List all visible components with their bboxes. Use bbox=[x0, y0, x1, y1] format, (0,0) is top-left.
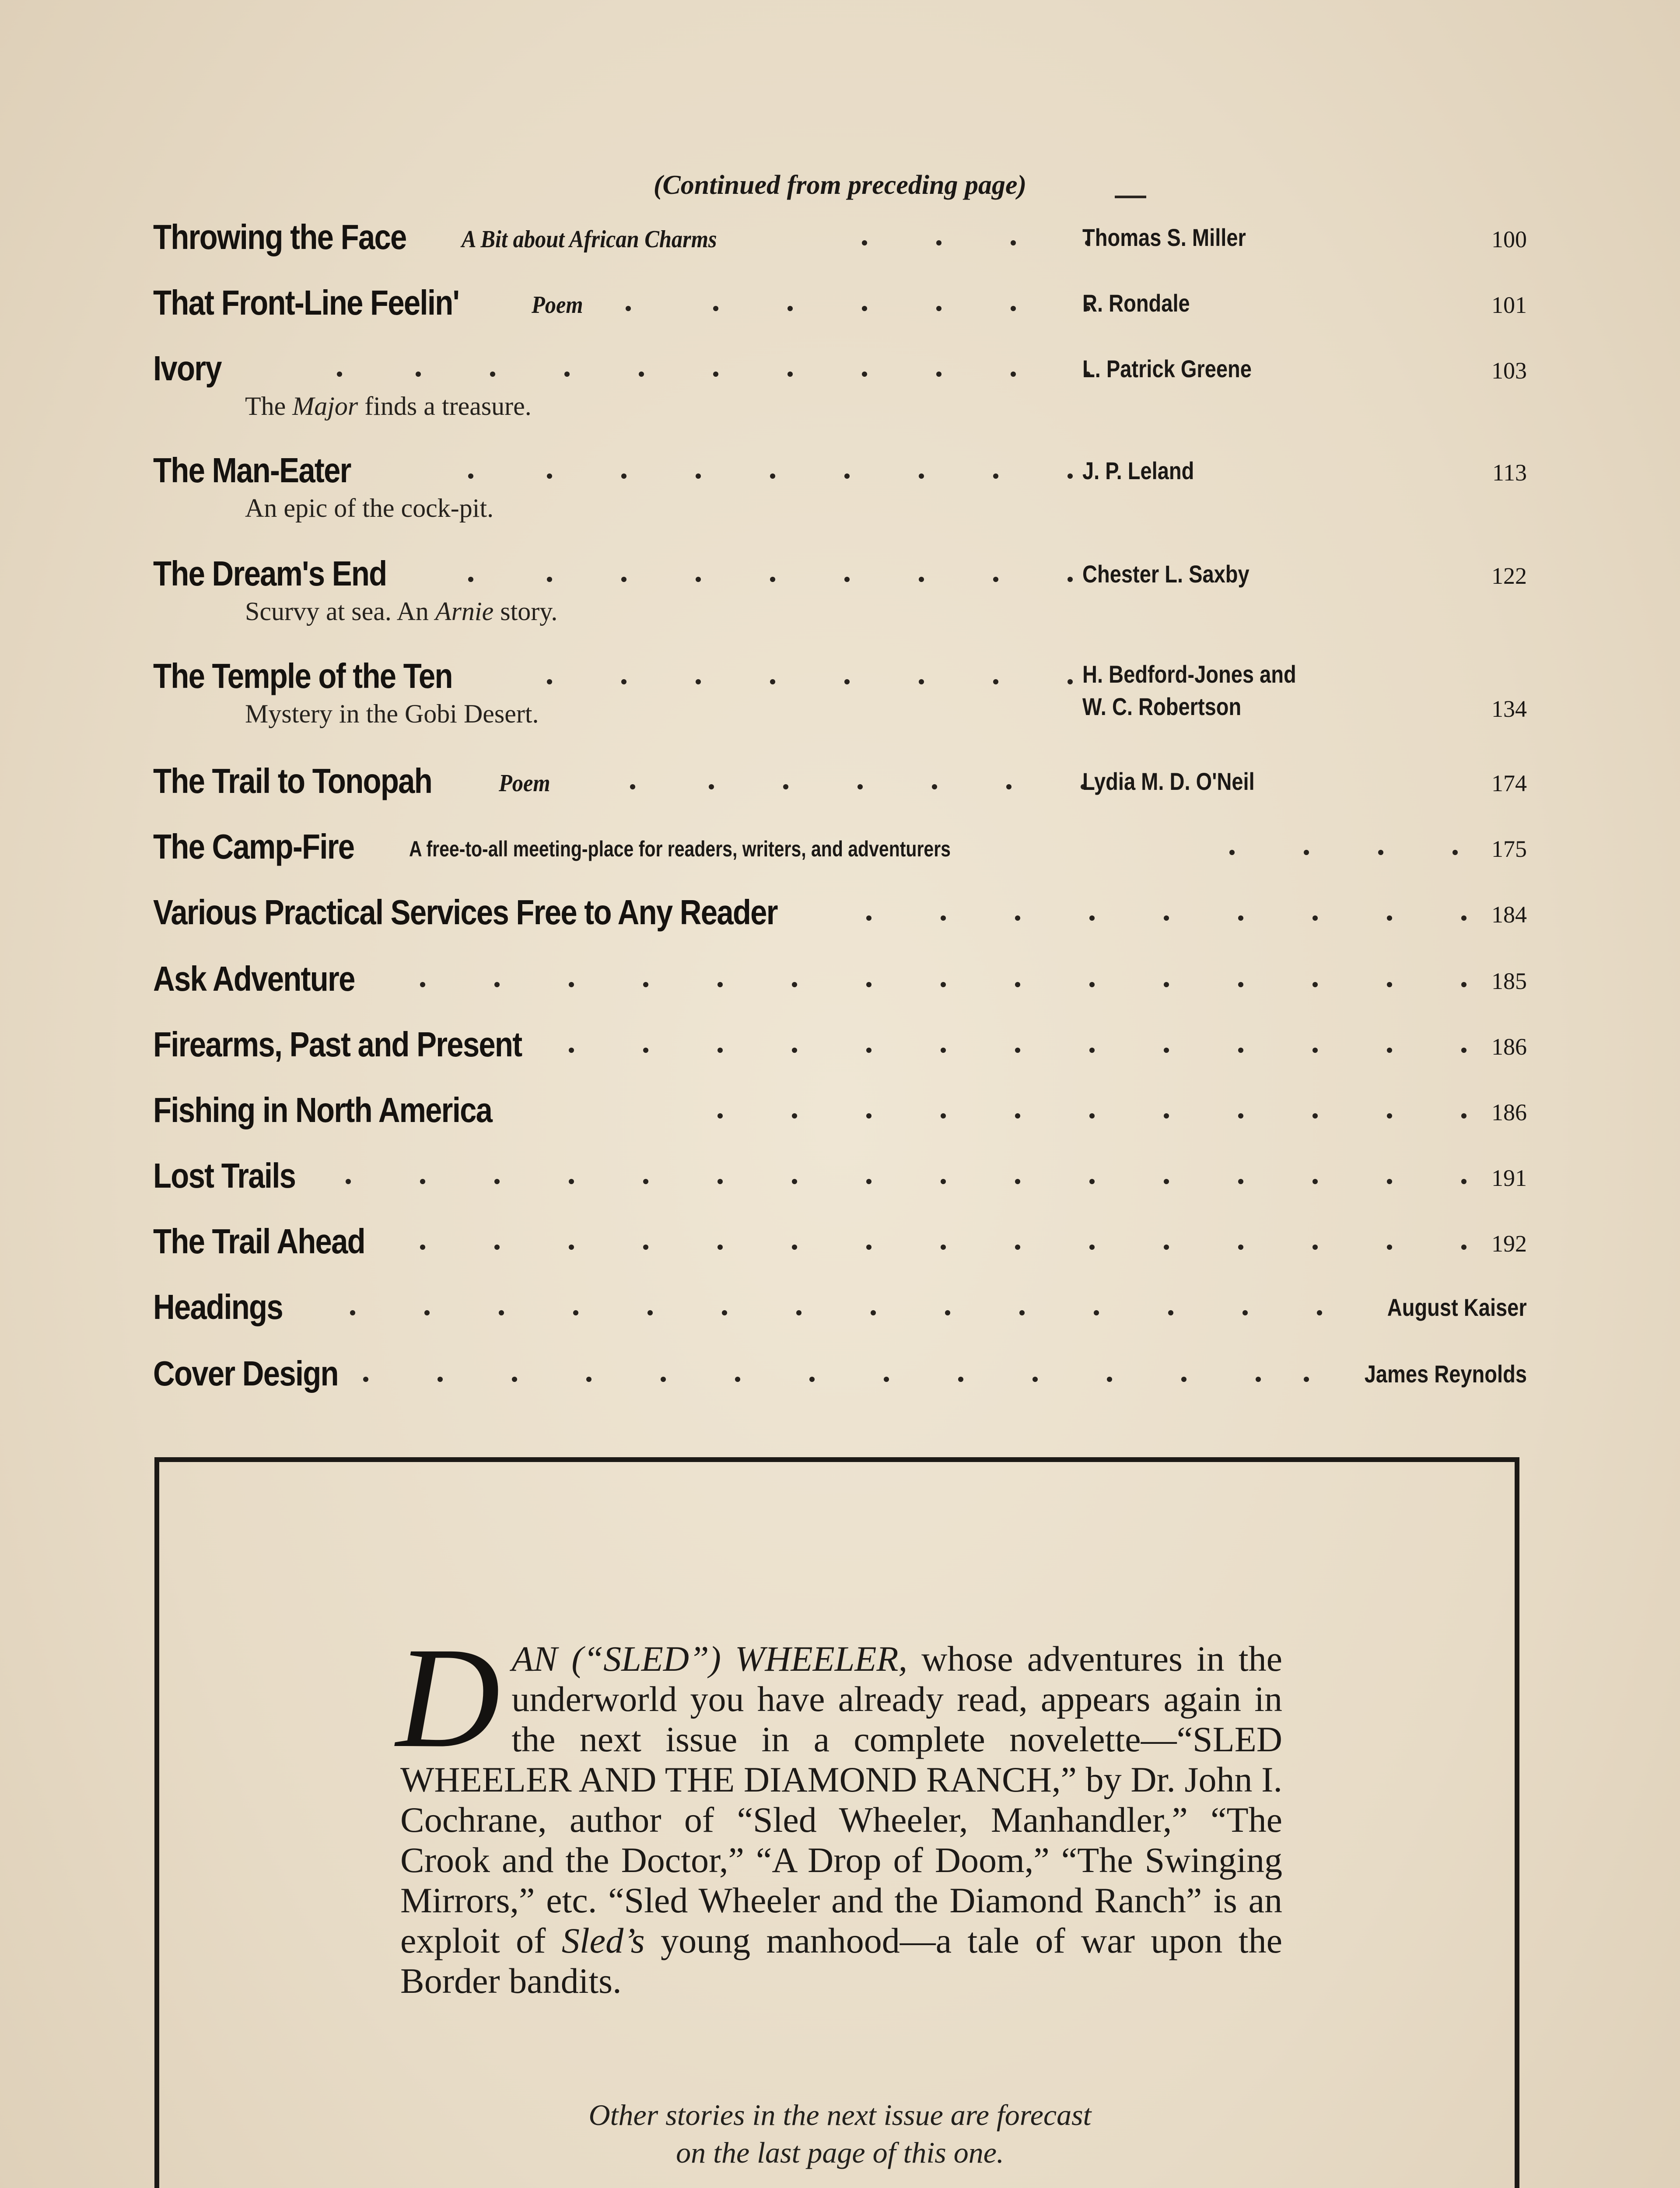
leader-dot bbox=[770, 577, 775, 582]
leader-dot bbox=[866, 1179, 872, 1184]
leader-dot bbox=[438, 1377, 443, 1382]
toc-entry[interactable] bbox=[153, 1090, 1527, 1130]
leader-dot bbox=[643, 1245, 648, 1250]
leader-dot bbox=[643, 1048, 648, 1053]
toc-entry[interactable] bbox=[153, 451, 1527, 522]
leader-dot bbox=[1068, 679, 1073, 684]
leader-dot bbox=[569, 1179, 574, 1184]
entry-page: 184 bbox=[1491, 901, 1527, 928]
leader-dot bbox=[713, 306, 718, 311]
drop-cap: D bbox=[396, 1618, 500, 1778]
entry-description: Mystery in the Gobi Desert. bbox=[245, 699, 539, 728]
leader-dot bbox=[871, 1310, 876, 1315]
leader-dot bbox=[350, 1310, 355, 1315]
leader-dot bbox=[792, 1048, 797, 1053]
leader-dot bbox=[1015, 915, 1020, 921]
leader-dot bbox=[941, 1245, 946, 1250]
entry-author: R. Rondale bbox=[1082, 289, 1190, 317]
leader-dot bbox=[919, 577, 924, 582]
leader-dot bbox=[1015, 1113, 1020, 1119]
leader-dot bbox=[1238, 1113, 1243, 1119]
leader-dot bbox=[1089, 915, 1095, 921]
leader-dot bbox=[884, 1377, 889, 1382]
leader-dot bbox=[1461, 1179, 1466, 1184]
leader-dot bbox=[1304, 850, 1309, 855]
leader-dot bbox=[809, 1377, 815, 1382]
leader-dot bbox=[844, 577, 850, 582]
leader-dot bbox=[1304, 1377, 1309, 1382]
leader-dot bbox=[1015, 1179, 1020, 1184]
leader-dot bbox=[862, 372, 867, 377]
leader-dot bbox=[1387, 1245, 1392, 1250]
entry-page: 134 bbox=[1491, 696, 1527, 722]
entry-author: L. Patrick Greene bbox=[1082, 355, 1252, 382]
leader-dot bbox=[1312, 982, 1318, 987]
toc-entry[interactable] bbox=[153, 893, 1527, 932]
leader-dot bbox=[696, 679, 701, 684]
entry-title: The Camp-Fire bbox=[153, 827, 354, 866]
leader-dot bbox=[468, 473, 473, 479]
entry-page: 122 bbox=[1491, 563, 1527, 589]
entry-page: 186 bbox=[1491, 1034, 1527, 1060]
leader-dot bbox=[792, 1179, 797, 1184]
leader-dot bbox=[494, 1245, 500, 1250]
leader-dot bbox=[1387, 915, 1392, 921]
leader-dot bbox=[866, 1048, 872, 1053]
leader-dot bbox=[788, 306, 793, 311]
leader-dot bbox=[643, 1179, 648, 1184]
leader-dot bbox=[1015, 982, 1020, 987]
leader-dot bbox=[718, 1113, 723, 1119]
entry-title: The Trail to Tonopah bbox=[153, 761, 432, 800]
leader-dot bbox=[1094, 1310, 1099, 1315]
leader-dot bbox=[1312, 1245, 1318, 1250]
entry-title: Ivory bbox=[153, 349, 221, 388]
toc-entry[interactable] bbox=[153, 1025, 1527, 1064]
toc-entry[interactable] bbox=[153, 1287, 1527, 1327]
leader-dot bbox=[1312, 1179, 1318, 1184]
leader-dot bbox=[718, 1179, 723, 1184]
entry-subtitle: Poem bbox=[532, 291, 583, 319]
leader-dot bbox=[1387, 1179, 1392, 1184]
toc-entry[interactable] bbox=[153, 1354, 1527, 1393]
entry-credit: August Kaiser bbox=[1387, 1294, 1527, 1321]
entry-author: J. P. Leland bbox=[1082, 457, 1194, 484]
leader-dot bbox=[936, 306, 942, 311]
leader-dot bbox=[1317, 1310, 1322, 1315]
leader-dot bbox=[468, 577, 473, 582]
entry-credit: James Reynolds bbox=[1364, 1360, 1527, 1388]
leader-dot bbox=[1168, 1310, 1173, 1315]
leader-dot bbox=[709, 784, 714, 789]
leader-dot bbox=[936, 372, 942, 377]
leader-dot bbox=[718, 1245, 723, 1250]
leader-dot bbox=[1238, 1179, 1243, 1184]
leader-dot bbox=[547, 679, 552, 684]
leader-dot bbox=[1011, 372, 1016, 377]
leader-dot bbox=[735, 1377, 740, 1382]
entry-title: The Man-Eater bbox=[153, 451, 351, 490]
leader-dot bbox=[866, 982, 872, 987]
leader-dot bbox=[643, 982, 648, 987]
leader-dot bbox=[1089, 1113, 1095, 1119]
leader-dot bbox=[648, 1310, 653, 1315]
leader-dot bbox=[993, 473, 998, 479]
leader-dot bbox=[420, 1179, 425, 1184]
leader-dot bbox=[792, 982, 797, 987]
leader-dot bbox=[792, 1245, 797, 1250]
leader-dot bbox=[1164, 1179, 1169, 1184]
leader-dot bbox=[1164, 1113, 1169, 1119]
entry-author: H. Bedford-Jones and W. C. Robertson bbox=[1082, 660, 1296, 720]
leader-dot bbox=[718, 1048, 723, 1053]
leader-dot bbox=[696, 473, 701, 479]
leader-dot bbox=[958, 1377, 963, 1382]
leader-dot bbox=[630, 784, 635, 789]
leader-dot bbox=[792, 1113, 797, 1119]
leader-dot bbox=[993, 577, 998, 582]
entry-page: 175 bbox=[1491, 836, 1527, 862]
leader-dot bbox=[1006, 784, 1012, 789]
leader-dot bbox=[1461, 1113, 1466, 1119]
leader-dot bbox=[1089, 1245, 1095, 1250]
entry-page: 185 bbox=[1491, 968, 1527, 994]
toc-entry[interactable] bbox=[153, 827, 1527, 866]
leader-dot bbox=[1312, 1048, 1318, 1053]
forecast-note: Other stories in the next issue are forecast on the last page of this one. bbox=[588, 2098, 1092, 2169]
leader-dot bbox=[844, 679, 850, 684]
entry-title: Various Practical Services Free to Any Reader bbox=[153, 893, 777, 932]
entry-author: Lydia M. D. O'Neil bbox=[1082, 768, 1255, 795]
leader-dot bbox=[696, 577, 701, 582]
leader-dot bbox=[1068, 473, 1073, 479]
leader-dot bbox=[346, 1179, 351, 1184]
leader-dot bbox=[494, 1179, 500, 1184]
leader-dot bbox=[1238, 982, 1243, 987]
leader-dot bbox=[569, 1245, 574, 1250]
leader-dot bbox=[1164, 1048, 1169, 1053]
leader-dot bbox=[844, 473, 850, 479]
leader-dot bbox=[1089, 982, 1095, 987]
leader-dot bbox=[1019, 1310, 1025, 1315]
leader-dot bbox=[1229, 850, 1235, 855]
leader-dot bbox=[547, 577, 552, 582]
leader-dot bbox=[420, 1245, 425, 1250]
leader-dot bbox=[718, 982, 723, 987]
leader-dot bbox=[1461, 915, 1466, 921]
continued-note: (Continued from preceding page) bbox=[653, 170, 1027, 200]
leader-dot bbox=[941, 1179, 946, 1184]
entry-description: Scurvy at sea. An Arnie story. bbox=[245, 597, 558, 626]
leader-dot bbox=[1242, 1310, 1248, 1315]
leader-dot bbox=[941, 1048, 946, 1053]
leader-dot bbox=[1461, 1048, 1466, 1053]
toc-entry[interactable] bbox=[153, 656, 1527, 728]
leader-dot bbox=[1387, 982, 1392, 987]
leader-dot bbox=[1164, 982, 1169, 987]
leader-dot bbox=[1011, 306, 1016, 311]
entry-title: The Dream's End bbox=[153, 554, 387, 593]
leader-dot bbox=[919, 679, 924, 684]
leader-dot bbox=[1461, 982, 1466, 987]
leader-dot bbox=[1312, 915, 1318, 921]
entry-page: 186 bbox=[1491, 1099, 1527, 1126]
entry-title: Headings bbox=[153, 1287, 283, 1326]
leader-dot bbox=[993, 679, 998, 684]
entry-title: Firearms, Past and Present bbox=[153, 1025, 522, 1064]
leader-dot bbox=[621, 577, 626, 582]
leader-dot bbox=[1011, 240, 1016, 245]
leader-dot bbox=[416, 372, 421, 377]
leader-dot bbox=[919, 473, 924, 479]
leader-dot bbox=[862, 306, 867, 311]
leader-dot bbox=[1164, 915, 1169, 921]
leader-dot bbox=[626, 306, 631, 311]
entry-subtitle: Poem bbox=[499, 770, 550, 797]
entry-page: 113 bbox=[1492, 459, 1527, 486]
leader-dot bbox=[1256, 1377, 1261, 1382]
leader-dot bbox=[1238, 915, 1243, 921]
leader-dot bbox=[945, 1310, 950, 1315]
leader-dot bbox=[1312, 1113, 1318, 1119]
leader-dot bbox=[862, 240, 867, 245]
leader-dot bbox=[1452, 850, 1458, 855]
entry-page: 103 bbox=[1491, 358, 1527, 384]
leader-dot bbox=[1378, 850, 1383, 855]
entry-title: The Trail Ahead bbox=[153, 1222, 365, 1261]
leader-dot bbox=[941, 982, 946, 987]
entry-page: 101 bbox=[1491, 292, 1527, 318]
leader-dot bbox=[573, 1310, 578, 1315]
leader-dot bbox=[1032, 1377, 1038, 1382]
entry-title: That Front-Line Feelin' bbox=[153, 283, 459, 322]
leader-dot bbox=[490, 372, 495, 377]
toc-entry[interactable] bbox=[153, 959, 1527, 999]
entry-page: 174 bbox=[1491, 770, 1527, 796]
entry-title: Ask Adventure bbox=[153, 959, 355, 998]
entry-title: Throwing the Face bbox=[153, 217, 406, 256]
leader-dot bbox=[569, 982, 574, 987]
toc-entry[interactable] bbox=[153, 349, 1527, 421]
leader-dot bbox=[639, 372, 644, 377]
leader-dot bbox=[941, 915, 946, 921]
leader-dot bbox=[512, 1377, 517, 1382]
leader-dot bbox=[1181, 1377, 1186, 1382]
leader-dot bbox=[722, 1310, 727, 1315]
leader-dot bbox=[586, 1377, 592, 1382]
leader-dot bbox=[1089, 1179, 1095, 1184]
toc-entry[interactable] bbox=[153, 283, 1527, 323]
toc-entry[interactable] bbox=[153, 1156, 1527, 1196]
leader-dot bbox=[770, 679, 775, 684]
leader-dot bbox=[932, 784, 937, 789]
leader-dot bbox=[936, 240, 942, 245]
leader-dot bbox=[866, 915, 872, 921]
leader-dot bbox=[866, 1245, 872, 1250]
leader-dot bbox=[796, 1310, 802, 1315]
leader-dot bbox=[661, 1377, 666, 1382]
entry-title: The Temple of the Ten bbox=[153, 656, 452, 695]
leader-dot bbox=[1387, 1113, 1392, 1119]
announcement-text: DAN (“SLED”) WHEELER, whose adventures in the underworld you have already read, appears again in the next issue in a complete novelette—“SLED WHEELER AND THE DIAMOND RANCH,” by Dr. John I. Cochrane, author of “Sled Wheeler, Manhandler,” “The Crook and the Doctor,” “A Drop of Doom,” “The Swinging Mirrors,” etc. “Sled Wheeler and the Diamond Ranch” is an exploit of Sled’s young manhood—a tale of war upon the Border bandits. bbox=[396, 1618, 1283, 2001]
toc-entry[interactable] bbox=[153, 1222, 1527, 1261]
leader-dot bbox=[547, 473, 552, 479]
entry-subtitle: A free-to-all meeting-place for readers, writers, and adventurers bbox=[409, 837, 951, 861]
leader-dot bbox=[788, 372, 793, 377]
leader-dot bbox=[1107, 1377, 1112, 1382]
entry-title: Fishing in North America bbox=[153, 1090, 492, 1129]
leader-dot bbox=[420, 982, 425, 987]
entry-author: Chester L. Saxby bbox=[1082, 560, 1250, 588]
entry-title: Lost Trails bbox=[153, 1156, 296, 1195]
leader-dot bbox=[1068, 577, 1073, 582]
leader-dot bbox=[499, 1310, 504, 1315]
leader-dot bbox=[1015, 1245, 1020, 1250]
toc-entry[interactable] bbox=[153, 554, 1527, 626]
leader-dot bbox=[1238, 1048, 1243, 1053]
leader-dot bbox=[858, 784, 863, 789]
leader-dot bbox=[424, 1310, 430, 1315]
leader-dot bbox=[337, 372, 342, 377]
leader-dot bbox=[941, 1113, 946, 1119]
leader-dot bbox=[866, 1113, 872, 1119]
leader-dot bbox=[569, 1048, 574, 1053]
leader-dot bbox=[1238, 1245, 1243, 1250]
leader-dot bbox=[713, 372, 718, 377]
leader-dot bbox=[494, 982, 500, 987]
leader-dot bbox=[1015, 1048, 1020, 1053]
entry-description: An epic of the cock-pit. bbox=[245, 494, 494, 522]
leader-dot bbox=[1387, 1048, 1392, 1053]
entry-author: Thomas S. Miller bbox=[1082, 224, 1246, 251]
leader-dot bbox=[783, 784, 788, 789]
leader-dot bbox=[770, 473, 775, 479]
entry-page: 192 bbox=[1491, 1231, 1527, 1257]
leader-dot bbox=[1461, 1245, 1466, 1250]
leader-dot bbox=[621, 679, 626, 684]
leader-dot bbox=[1089, 1048, 1095, 1053]
leader-dot bbox=[564, 372, 570, 377]
entry-title: Cover Design bbox=[153, 1354, 338, 1393]
toc-entry[interactable] bbox=[153, 761, 1527, 801]
leader-dot bbox=[1164, 1245, 1169, 1250]
entry-page: 191 bbox=[1491, 1165, 1527, 1191]
toc-entry[interactable] bbox=[153, 217, 1527, 257]
entry-page: 100 bbox=[1491, 226, 1527, 252]
leader-dot bbox=[363, 1377, 368, 1382]
leader-dot bbox=[621, 473, 626, 479]
entry-description: The Major finds a treasure. bbox=[245, 392, 532, 421]
entry-subtitle: A Bit about African Charms bbox=[462, 226, 717, 253]
